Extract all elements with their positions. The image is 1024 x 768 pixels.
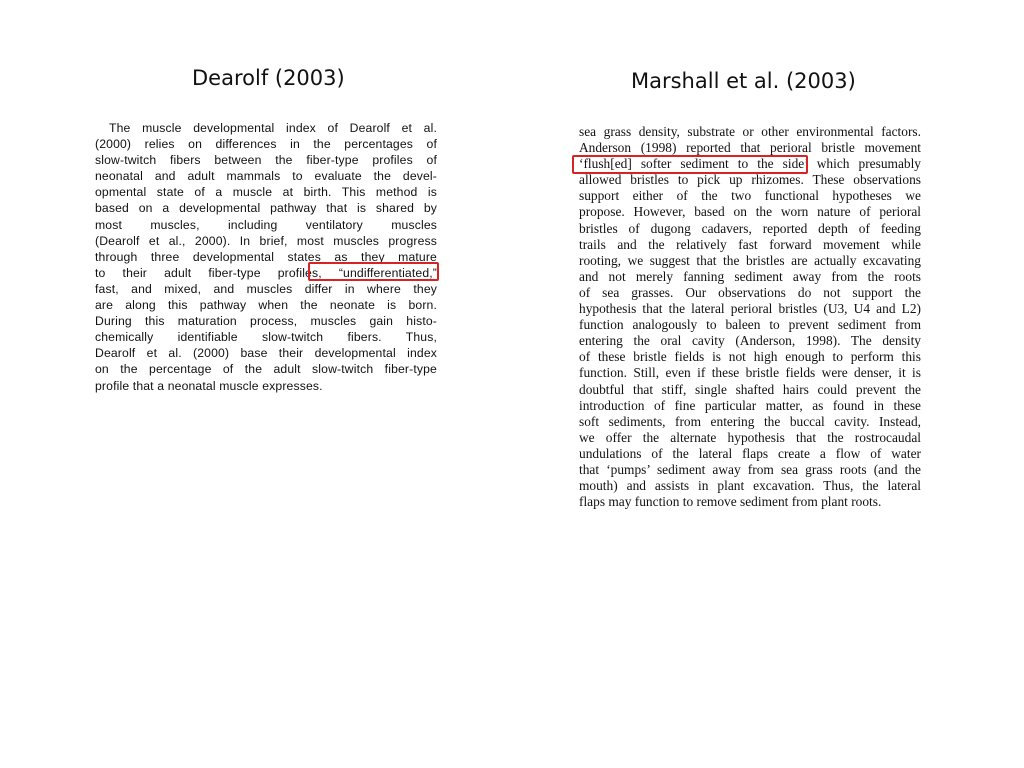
excerpt-line: of sea grasses. Our observations do not support the [579,284,921,300]
excerpt-line: through three developmental states as they mature [95,249,437,264]
excerpt-line: fast, and mixed, and muscles differ in where they [95,281,437,296]
excerpt-line: function. Still, even if these bristle fields were denser, it is [579,365,921,381]
excerpt-line: doubtful that stiff, single shafted hairs could prevent the [579,381,921,397]
excerpt-line: slow-twitch fibers between the fiber-type profiles of [95,153,437,168]
highlight-box-flush-sediment [572,155,808,174]
excerpt-line: function analogously to baleen to prevent sediment from [579,317,921,333]
excerpt-line: rooting, we suggest that the bristles are actually excavating [579,252,921,268]
marshall-excerpt [579,124,921,510]
excerpt-line: propose. However, based on the worn nature of perioral [579,204,921,220]
excerpt-line: opmental state of a muscle at birth. This method is [95,185,437,200]
excerpt-line: ‘flush[ed] softer sediment to the side’ which presumably [579,156,921,172]
excerpt-line: hypothesis that the lateral perioral bristles (U3, U4 and L2) [579,301,921,317]
excerpt-line: (Dearolf et al., 2000). In brief, most muscles progress [95,233,437,248]
dearolf-excerpt [95,120,437,394]
excerpt-line: chemically identifiable slow-twitch fibers. Thus, [95,330,437,345]
excerpt-line: most muscles, including ventilatory muscles [95,217,437,232]
excerpt-line: based on a developmental pathway that is shared by [95,201,437,216]
excerpt-line: to their adult fiber-type profiles, “undifferentiated,” [95,265,437,280]
highlight-box-undifferentiated [308,262,439,281]
excerpt-line: we offer the alternate hypothesis that the rostrocaudal [579,429,921,445]
excerpt-line: undulations of the lateral flaps create a flow of water [579,445,921,461]
excerpt-line: profile that a neonatal muscle expresses. [95,378,323,393]
excerpt-line: The muscle developmental index of Dearolf et al. [109,121,437,135]
right-column-title: Marshall et al. (2003) [631,69,856,93]
excerpt-line: flaps may function to remove sediment from plant roots. [579,494,882,510]
excerpt-line: support either of the two functional hypotheses we [579,188,921,204]
excerpt-line: soft sediments, from entering the buccal cavity. Instead, [579,413,921,429]
excerpt-line: (2000) relies on differences in the percentages of [95,137,437,152]
left-column-title: Dearolf (2003) [192,66,345,90]
excerpt-line: on the percentage of the adult slow-twitch fiber-type [95,362,437,377]
excerpt-line: sea grass density, substrate or other environmental factors. [579,124,921,139]
excerpt-line: neonatal and adult mammals to evaluate the devel- [95,169,437,184]
excerpt-line: are along this pathway when the neonate is born. [95,298,437,313]
excerpt-line: and not merely fanning sediment away from the roots [579,268,921,284]
excerpt-line: allowed bristles to pick up rhizomes. These observations [579,172,921,188]
excerpt-line: Anderson (1998) reported that perioral bristle movement [579,140,921,156]
excerpt-line: Dearolf et al. (2000) base their developmental index [95,346,437,361]
excerpt-line: trails and the relatively fast forward movement while [579,236,921,252]
excerpt-line: entering the oral cavity (Anderson, 1998). The density [579,333,921,349]
excerpt-line: bristles of dugong cadavers, reported depth of feeding [579,220,921,236]
excerpt-line: of these bristle fields is not high enough to perform this [579,349,921,365]
excerpt-line: that ‘pumps’ sediment away from sea grass roots (and the [579,461,921,477]
excerpt-line: introduction of fine particular matter, as found in these [579,397,921,413]
excerpt-line: mouth) and assists in plant excavation. Thus, the lateral [579,478,921,494]
excerpt-line: During this maturation process, muscles gain histo- [95,314,437,329]
